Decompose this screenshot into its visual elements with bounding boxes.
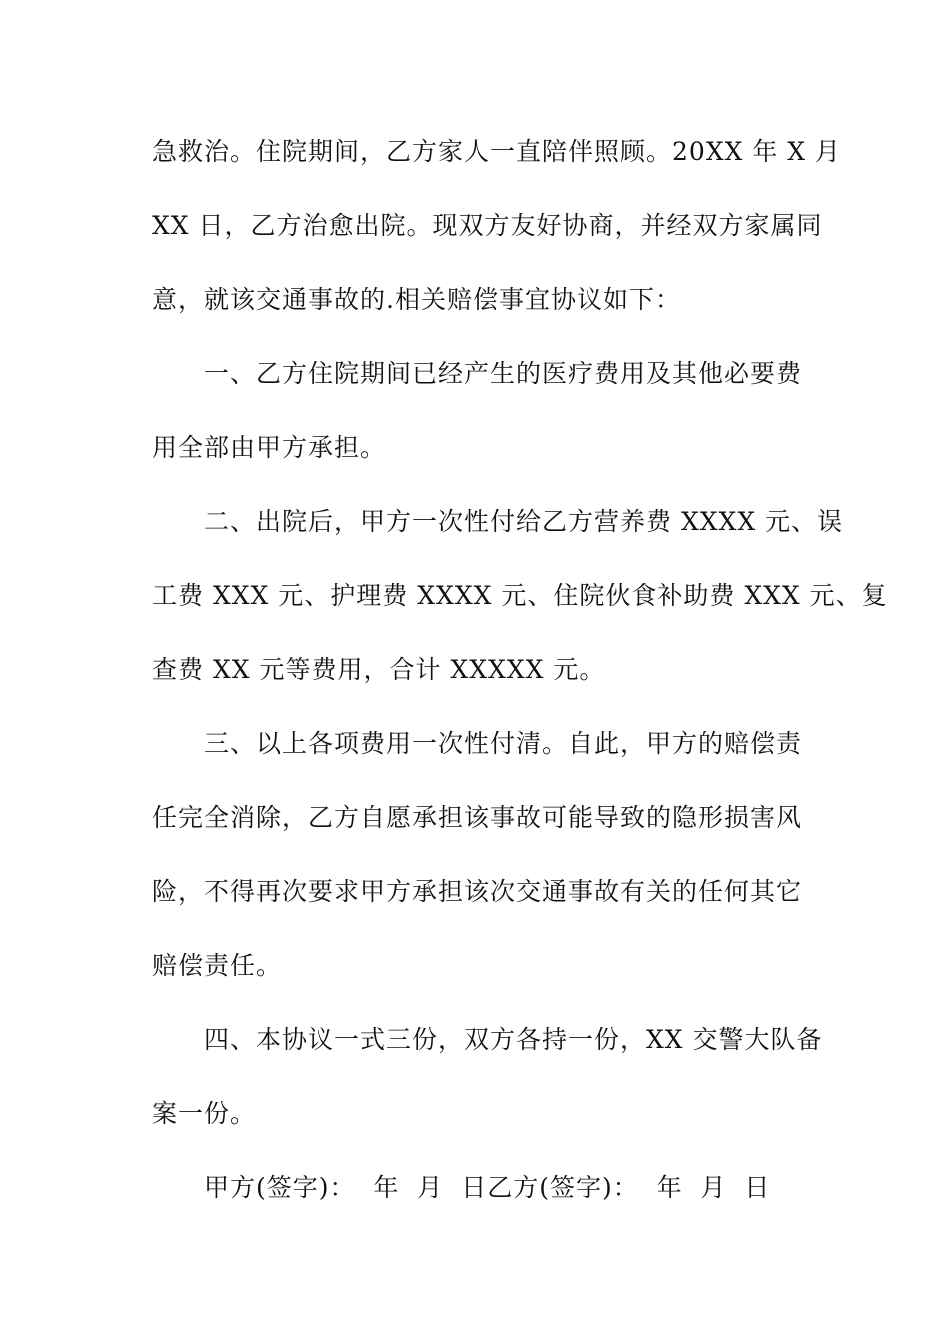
clause-1-line-1: 一、乙方住院期间已经产生的医疗费用及其他必要费 [204, 359, 803, 388]
text-line-1: 急救治。住院期间，乙方家人一直陪伴照顾。20XX 年 X 月 [152, 137, 842, 166]
clause-3-line-3: 险，不得再次要求甲方承担该次交通事故有关的任何其它 [152, 877, 803, 906]
clause-4-line-2: 案一份。 [152, 1099, 257, 1128]
clause-3-line-2: 任完全消除，乙方自愿承担该事故可能导致的隐形损害风 [152, 803, 803, 832]
clause-3-line-1: 三、以上各项费用一次性付清。自此，甲方的赔偿责 [204, 729, 803, 758]
clause-2-line-3: 查费 XX 元等费用，合计 XXXXX 元。 [152, 655, 606, 684]
clause-1-line-2: 用全部由甲方承担。 [152, 433, 387, 462]
clause-2-line-2: 工费 XXX 元、护理费 XXXX 元、住院伙食补助费 XXX 元、复 [152, 581, 888, 610]
clause-3-line-4: 赔偿责任。 [152, 951, 283, 980]
signature-line: 甲方(签字)： 年 月 日乙方(签字)： 年 月 日 [204, 1173, 771, 1202]
clause-4-line-1: 四、本协议一式三份，双方各持一份，XX 交警大队备 [204, 1025, 823, 1054]
clause-2-line-1: 二、出院后，甲方一次性付给乙方营养费 XXXX 元、误 [204, 507, 844, 536]
text-line-2: XX 日，乙方治愈出院。现双方友好协商，并经双方家属同 [152, 211, 823, 240]
text-line-3: 意，就该交通事故的.相关赔偿事宜协议如下： [152, 285, 681, 314]
